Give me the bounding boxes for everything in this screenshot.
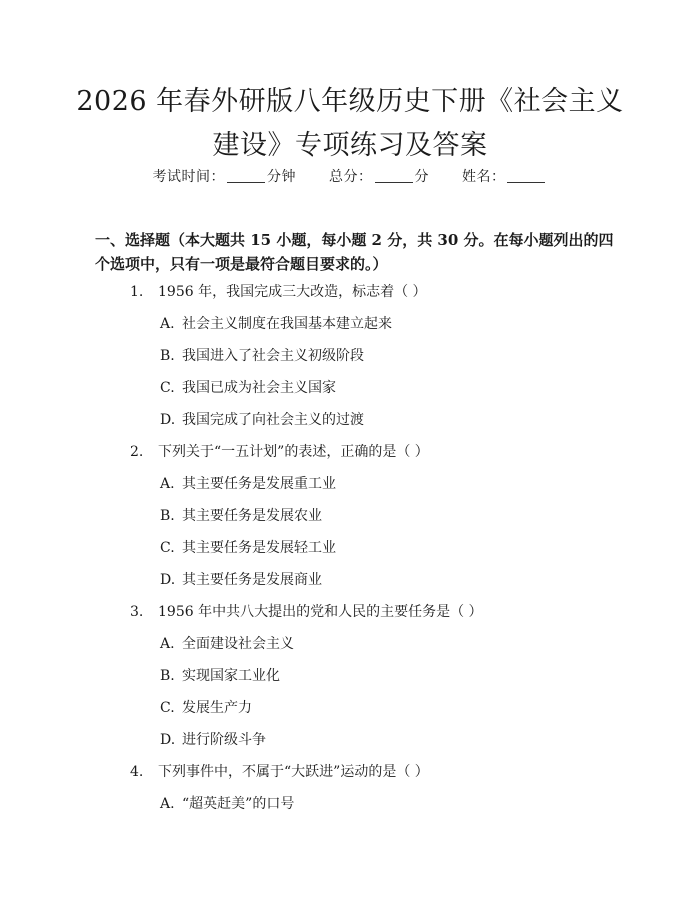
option-text: 实现国家工业化 (182, 668, 280, 684)
title-line-2: 建设》专项练习及答案 (212, 130, 488, 161)
option-letter: C. (160, 700, 175, 716)
option-text: 全面建设社会主义 (182, 636, 294, 652)
option-3d (160, 730, 266, 750)
page-title (60, 80, 640, 168)
exam-time-blank (227, 168, 265, 183)
option-letter: A. (160, 796, 175, 812)
question-3 (130, 602, 483, 622)
option-letter: A. (160, 316, 175, 332)
option-text: 其主要任务是发展农业 (182, 508, 322, 524)
option-text: 进行阶级斗争 (182, 732, 266, 748)
option-text: 我国已成为社会主义国家 (182, 380, 336, 396)
option-letter: D. (160, 572, 176, 588)
total-score-unit: 分 (414, 169, 429, 185)
question-text: 1956 年，我国完成三大改造，标志着（ ） (158, 284, 427, 300)
student-name-blank (507, 168, 545, 183)
option-2a (160, 474, 336, 494)
question-text: 1956 年中共八大提出的党和人民的主要任务是（ ） (158, 604, 483, 620)
exam-time-field (153, 166, 297, 186)
option-letter: A. (160, 636, 175, 652)
total-score-field (329, 166, 429, 186)
option-1d (160, 410, 364, 430)
option-text: 社会主义制度在我国基本建立起来 (182, 316, 392, 332)
option-text: “超英赶美”的口号 (182, 796, 295, 812)
option-letter: D. (160, 732, 176, 748)
total-score-label: 总分： (329, 169, 373, 185)
option-text: 其主要任务是发展轻工业 (182, 540, 336, 556)
option-1c (160, 378, 336, 398)
option-text: 我国进入了社会主义初级阶段 (182, 348, 364, 364)
question-number: 3. (130, 604, 144, 620)
exam-time-label: 考试时间： (152, 169, 226, 185)
option-2c (160, 538, 336, 558)
question-4 (130, 762, 429, 782)
question-1 (130, 282, 427, 302)
total-score-blank (375, 168, 413, 183)
option-letter: B. (160, 348, 175, 364)
question-number: 1. (130, 284, 144, 300)
option-2b (160, 506, 322, 526)
option-text: 其主要任务是发展重工业 (182, 476, 336, 492)
question-2 (130, 442, 429, 462)
option-letter: C. (160, 540, 175, 556)
exam-info-row (0, 166, 700, 186)
section-heading: 一、选择题（本大题共 15 小题，每小题 2 分，共 30 分。在每小题列出的四个选项中，只有一项是最符合题目要求的。） (95, 231, 614, 273)
question-text: 下列关于“一五计划”的表述，正确的是（ ） (158, 444, 429, 460)
option-text: 发展生产力 (182, 700, 252, 716)
option-3c (160, 698, 252, 718)
option-4a (160, 794, 294, 814)
student-name-field (462, 166, 548, 186)
option-text: 其主要任务是发展商业 (182, 572, 322, 588)
question-number: 2. (130, 444, 144, 460)
option-text: 我国完成了向社会主义的过渡 (182, 412, 364, 428)
student-name-label: 姓名： (461, 169, 506, 185)
title-line-1: 2026 年春外研版八年级历史下册《社会主义 (76, 86, 624, 117)
option-2d (160, 570, 322, 590)
option-letter: C. (160, 380, 175, 396)
question-number: 4. (130, 764, 144, 780)
option-3a (160, 634, 294, 654)
option-letter: B. (160, 508, 175, 524)
option-letter: A. (160, 476, 175, 492)
option-1b (160, 346, 364, 366)
option-1a (160, 314, 392, 334)
option-3b (160, 666, 280, 686)
option-letter: B. (160, 668, 175, 684)
exam-time-unit: 分钟 (267, 169, 297, 185)
question-text: 下列事件中，不属于“大跃进”运动的是（ ） (158, 764, 429, 780)
option-letter: D. (160, 412, 176, 428)
